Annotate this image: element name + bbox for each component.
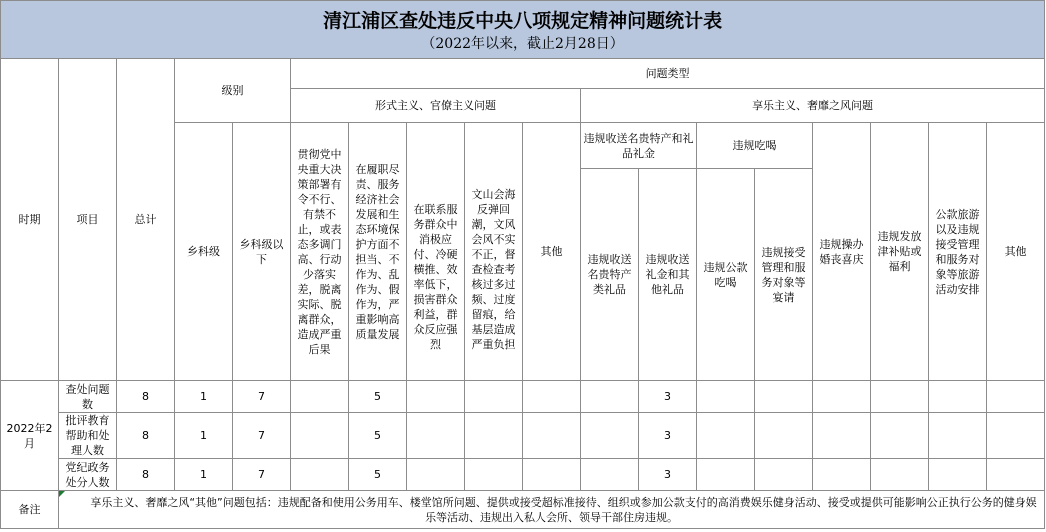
total-cell: 8 — [117, 413, 175, 459]
header-hedonism-group: 享乐主义、奢靡之风问题 — [581, 89, 1045, 123]
note-cell — [59, 491, 1045, 529]
header-item: 项目 — [59, 59, 117, 381]
header-problem-type: 问题类型 — [291, 59, 1045, 89]
total-cell: 8 — [117, 381, 175, 413]
header-gift-group: 违规收送名贵特产和礼品礼金 — [581, 123, 697, 169]
header-level-township: 乡科级 — [175, 123, 233, 381]
header-level: 级别 — [175, 59, 291, 123]
period-cell: 2022年2月 — [1, 381, 59, 491]
header-total: 总计 — [117, 59, 175, 381]
gift-col-2-cell: 3 — [639, 381, 697, 413]
township-cell: 1 — [175, 459, 233, 491]
header-hedonism-col-4: 其他 — [987, 123, 1045, 381]
header-formalism-col-2: 在履职尽责、服务经济社会发展和生态环境保护方面不担当、不作为、乱作为、假作为，严重影响高质量发展 — [349, 123, 407, 381]
header-gift-col-1: 违规收送名贵特产类礼品 — [581, 169, 639, 381]
header-gift-col-2: 违规收送礼金和其他礼品 — [639, 169, 697, 381]
table-row — [1, 459, 1045, 491]
below-cell: 7 — [233, 413, 291, 459]
title-banner — [1, 1, 1045, 59]
gift-col-2-cell: 3 — [639, 459, 697, 491]
header-hedonism-col-3: 公款旅游以及违规接受管理和服务对象等旅游活动安排 — [929, 123, 987, 381]
row-label: 查处问题数 — [59, 381, 117, 413]
below-cell: 7 — [233, 381, 291, 413]
header-dining-col-2: 违规接受管理和服务对象等宴请 — [755, 169, 813, 381]
gift-col-2-cell: 3 — [639, 413, 697, 459]
below-cell: 7 — [233, 459, 291, 491]
header-period: 时期 — [1, 59, 59, 381]
note-label: 备注 — [1, 491, 59, 529]
header-hedonism-col-1: 违规操办婚丧喜庆 — [813, 123, 871, 381]
header-formalism-group: 形式主义、官僚主义问题 — [291, 89, 581, 123]
row-label: 批评教育帮助和处理人数 — [59, 413, 117, 459]
header-dining-group: 违规吃喝 — [697, 123, 813, 169]
formalism-col-2-cell: 5 — [349, 381, 407, 413]
table-title: 清江浦区查处违反中央八项规定精神问题统计表 — [323, 10, 723, 32]
total-cell: 8 — [117, 459, 175, 491]
header-formalism-col-5: 其他 — [523, 123, 581, 381]
row-label: 党纪政务处分人数 — [59, 459, 117, 491]
table-row — [1, 381, 1045, 413]
header-level-below: 乡科级以下 — [233, 123, 291, 381]
township-cell: 1 — [175, 413, 233, 459]
table-row — [1, 413, 1045, 459]
comment-flag-icon — [59, 491, 65, 497]
header-hedonism-col-2: 违规发放津补贴或福利 — [871, 123, 929, 381]
formalism-col-2-cell: 5 — [349, 459, 407, 491]
table-subtitle: （2022年以来，截止2月28日） — [421, 36, 624, 52]
header-formalism-col-4: 文山会海反弹回潮，文风会风不实不正，督查检查考核过多过频、过度留痕，给基层造成严重负担 — [465, 123, 523, 381]
note-text: 享乐主义、奢靡之风“其他”问题包括：违规配备和使用公务用车、楼堂馆所问题、提供或接受超标准接待、组织或参加公款支付的高消费娱乐健身活动、接受或提供可能影响公正执行公务的健身娱乐等活动、违规出入私人会所、领导干部住房违规。 — [90, 495, 1037, 524]
formalism-col-2-cell: 5 — [349, 413, 407, 459]
header-formalism-col-1: 贯彻党中央重大决策部署有令不行、有禁不止，或表态多调门高、行动少落实差，脱离实际、脱离群众，造成严重后果 — [291, 123, 349, 381]
header-dining-col-1: 违规公款吃喝 — [697, 169, 755, 381]
header-formalism-col-3: 在联系服务群众中消极应付、冷硬横推、效率低下，损害群众利益，群众反应强烈 — [407, 123, 465, 381]
township-cell: 1 — [175, 381, 233, 413]
